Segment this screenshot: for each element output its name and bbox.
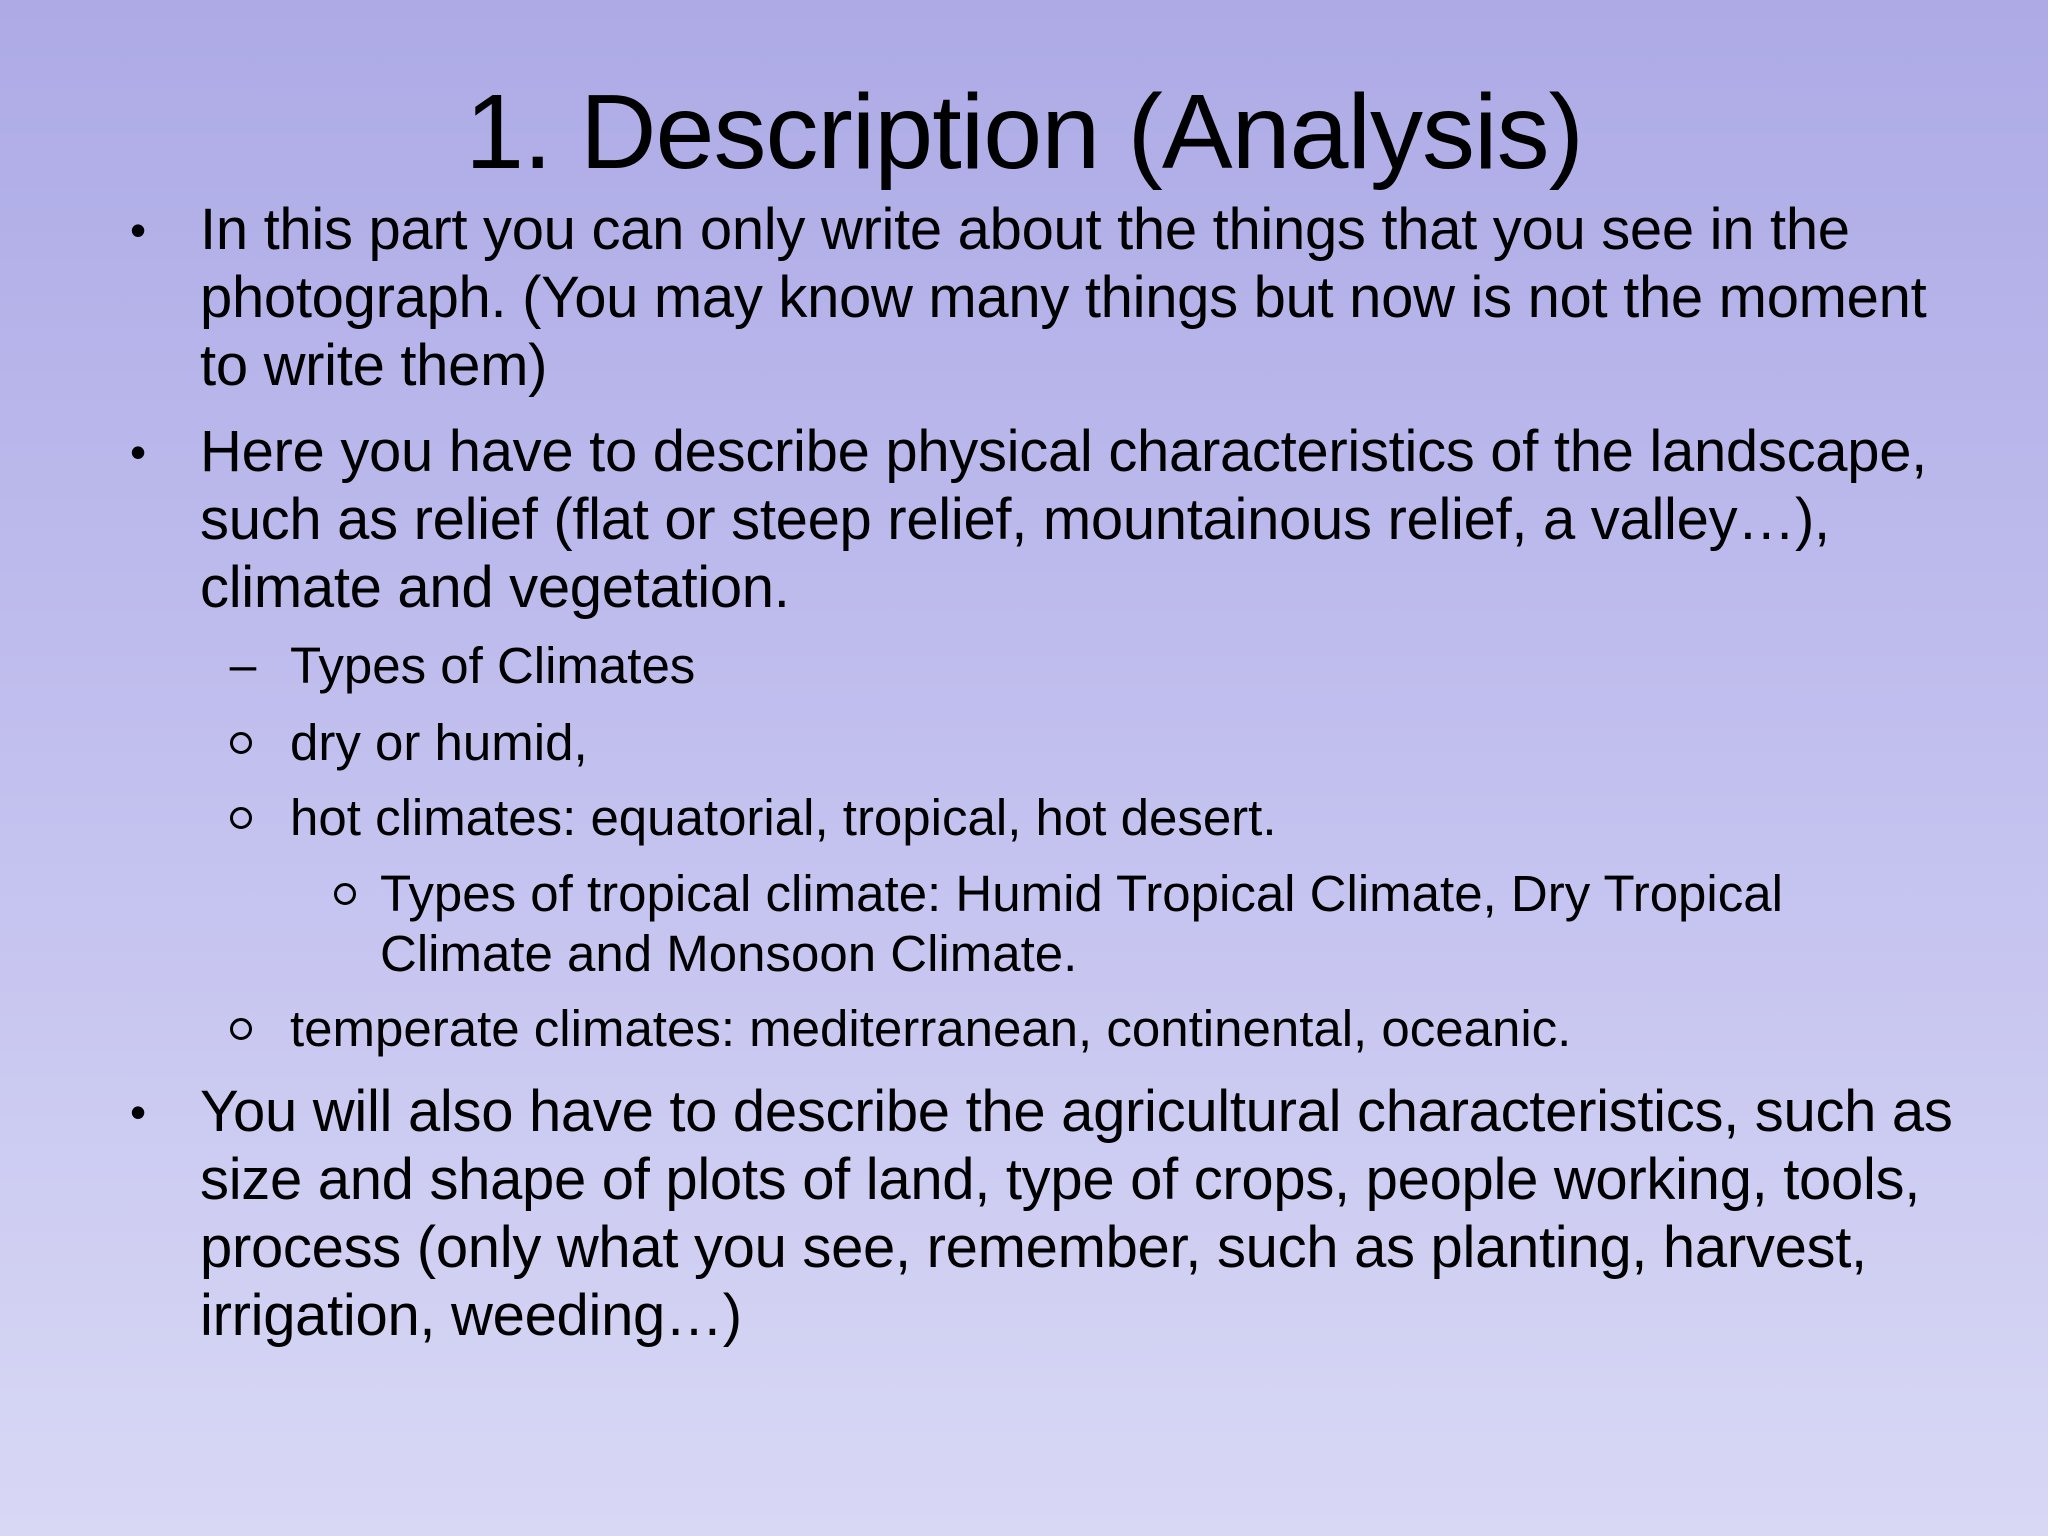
slide-title: 1. Description (Analysis) [465,73,1583,191]
sub-item-text: Types of Climates [290,637,696,694]
circle-bullet-icon [230,732,252,754]
bullet-marker: • [129,1086,147,1138]
bullet-text: In this part you can only write about the things that you see in the photograph. (You may know many things but now is not the moment to write them) [200,197,1927,398]
circle-bullet-icon [230,1018,252,1040]
sub-sub-item-text: Types of tropical climate: Humid Tropical Climate, Dry Tropical Climate and Monsoon Climate. [380,865,1783,982]
bullet-marker: • [129,204,147,256]
sub-item-text: hot climates: equatorial, tropical, hot desert. [290,789,1277,846]
sub-item-text: dry or humid, [290,714,588,771]
bullet-marker: • [129,426,147,478]
circle-bullet-icon [230,807,252,829]
circle-bullet-icon [334,883,356,905]
bullet-text: Here you have to describe physical characteristics of the landscape, such as relief (flat or steep relief, mountainous relief, a valley…), climate and vegetation. [200,419,1927,620]
sub-item-text: temperate climates: mediterranean, continental, oceanic. [290,1000,1572,1057]
dash-marker: – [229,639,257,692]
bullet-text: You will also have to describe the agricultural characteristics, such as size and shape of plots of land, type of crops, people working, tools, process (only what you see, remember, such as planting, harvest, irrigation, weeding…) [200,1079,1953,1348]
